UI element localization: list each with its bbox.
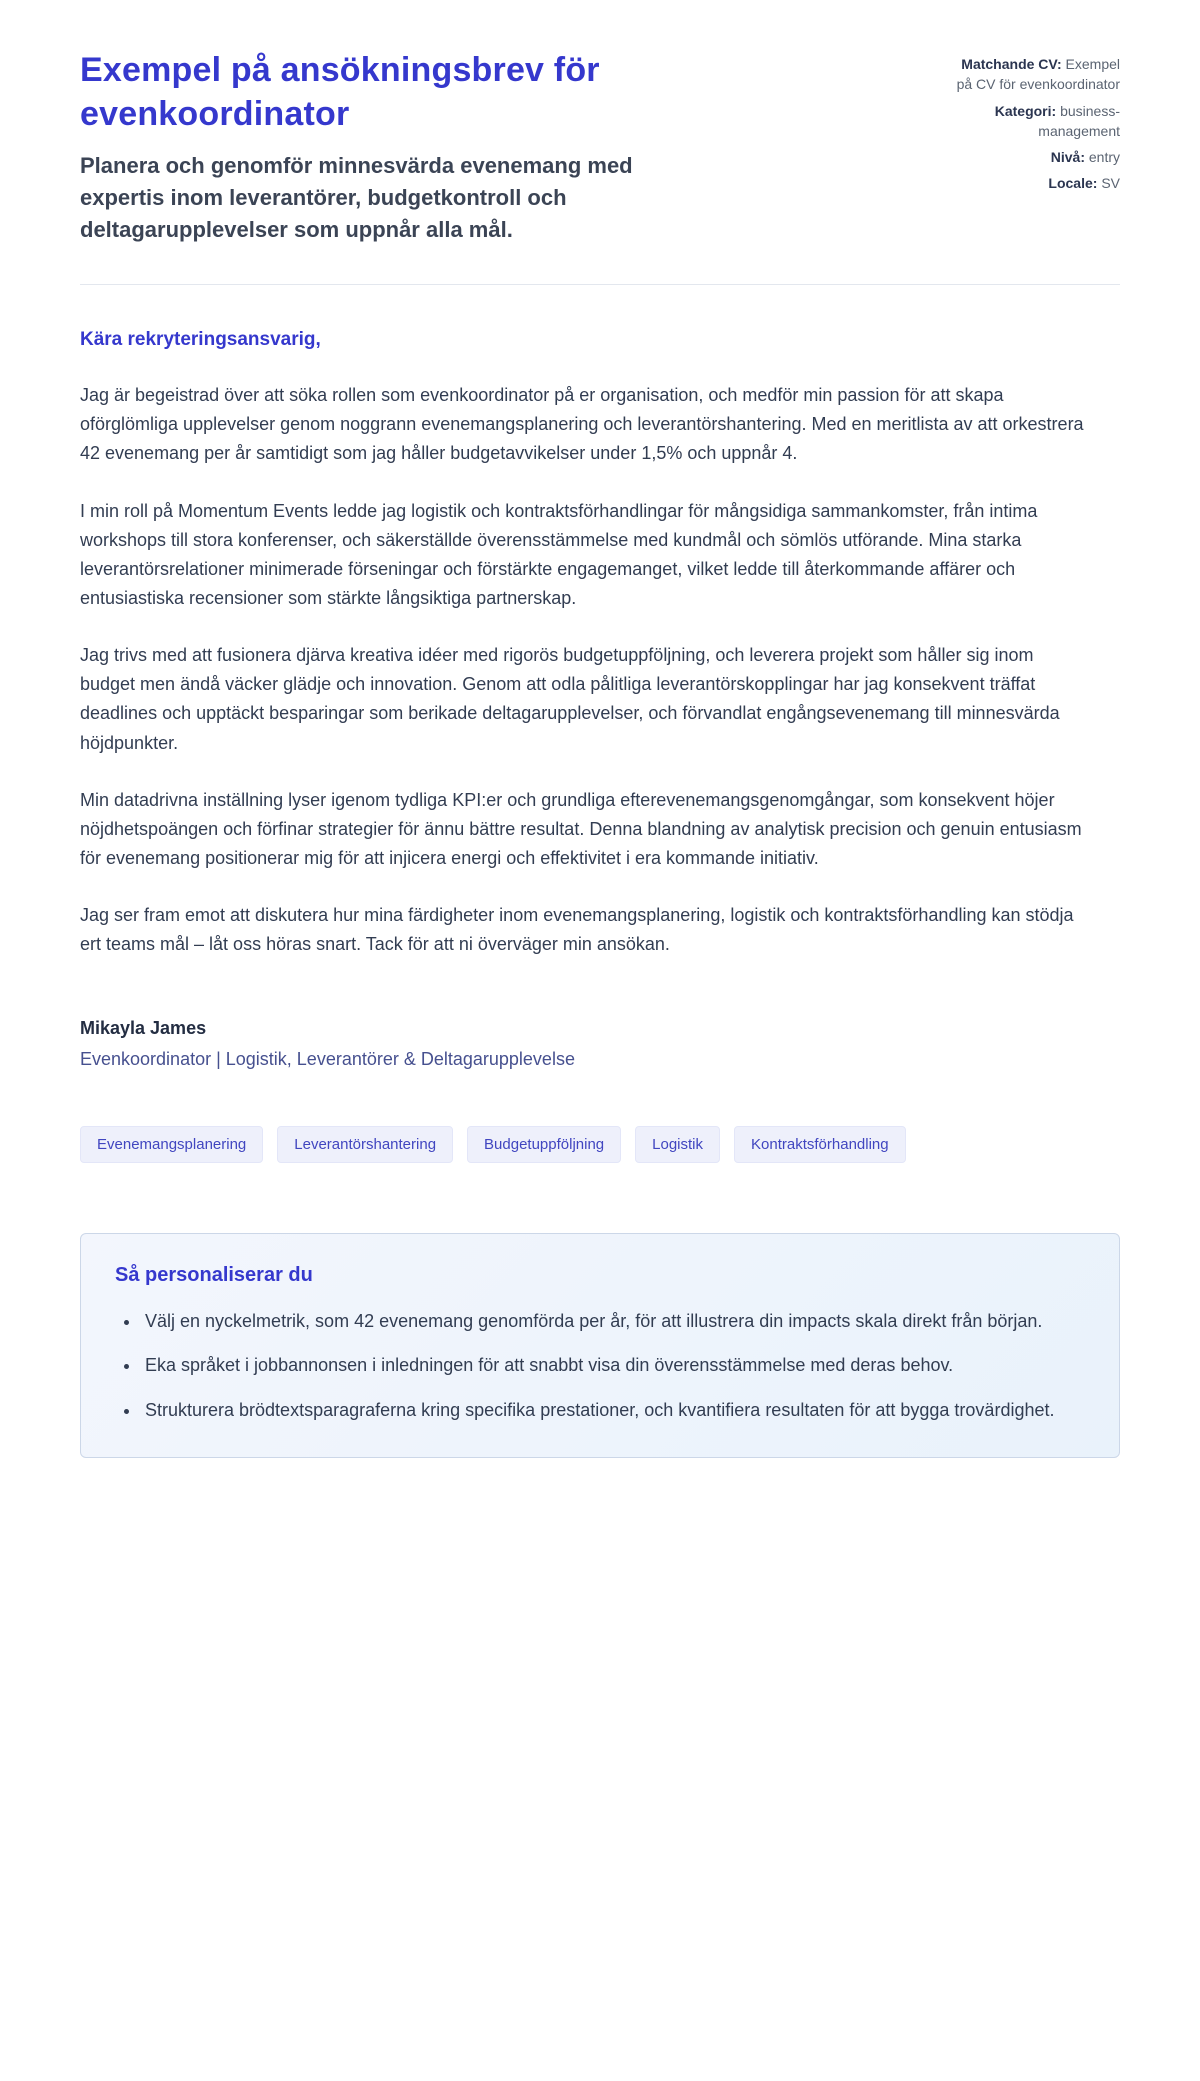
meta-value: business-management [1038,102,1120,139]
tag-chip-logistik[interactable]: Logistik [635,1126,720,1163]
tips-list [115,1307,1085,1425]
meta-locale [950,173,1120,193]
meta-value: Exempel på CV för evenkoordinator [956,56,1120,93]
letter-paragraph: Jag är begeistrad över att söka rollen som evenkoordinator på er organisation, och medför min passion för att skapa oförglömliga upplevelser genom noggrann evenemangsplanering och leverantörshantering. Med en meritlista av att orkestrera 42 evenemang per år samtidigt som jag håller budgetavvikelser under 1,5% och uppnår 4. [80,385,1084,464]
letter-paragraph: I min roll på Momentum Events ledde jag logistik och kontraktsförhandlingar för mångsidiga sammankomster, från intima workshops till stora konferenser, och säkerställde överensstämmelse med kundmål och sömlös utförande. Mina starka leverantörsrelationer minimerade förseningar och förstärkte engagemanget, vilket ledde till återkommande affärer och entusiastiska recensioner som stärkte långsiktiga partnerskap. [80,500,1038,608]
meta-level [950,147,1120,167]
meta-value: SV [1101,175,1120,192]
meta-panel [950,48,1120,200]
meta-label: Kategori: [994,102,1057,119]
letter-body [80,329,1120,1070]
header-divider [80,284,1120,285]
signature-block [80,1018,1120,1070]
tip-item: • Strukturera brödtextsparagraferna kring specifika prestationer, och kvantifiera resultaten för att bygga trovärdighet. [141,1396,1085,1425]
letter-paragraph: Min datadrivna inställning lyser igenom tydliga KPI:er och grundliga efterevenemangsgenomgångar, som konsekvent höjer nöjdhetspoängen och förfinar strategier för ännu bättre resultat. Denna blandning av analytisk precision och genuin entusiasm för evenemang positionerar mig för att injicera energi och effektivitet i era kommande initiativ. [80,789,1082,869]
greeting: Kära rekryteringsansvarig, [80,329,321,351]
personalization-tips-box [80,1233,1120,1458]
page-subtitle: Planera och genomför minnesvärda evenemang med expertis inom leverantörer, budgetkontroll och deltagarupplevelser som uppnår alla mål. [80,153,633,243]
meta-label: Nivå: [1050,149,1085,166]
letter-paragraph: Jag trivs med att fusionera djärva kreativa idéer med rigorös budgetuppföljning, och leverera projekt som håller sig inom budget men ändå väcker glädje och innovation. Genom att odla pålitliga leverantörskopplingar har jag konsekvent träffat deadlines och upptäckt besparingar som berikade deltagarupplevelser, och förvandlat engångsevenemang till minnesvärda höjdpunkter. [80,645,1060,753]
meta-value: entry [1088,149,1120,166]
meta-label: Matchande CV: [961,56,1062,72]
tips-title: Så personaliserar du [115,1263,313,1286]
header [80,48,1120,246]
tag-chip-kontraktsforhandling[interactable]: Kontraktsförhandling [734,1126,906,1163]
meta-category [950,101,1120,142]
header-titles [80,48,700,246]
signature-name: Mikayla James [80,1017,207,1038]
tag-list [80,1126,1120,1163]
signature-role: Evenkoordinator | Logistik, Leverantörer & Deltagarupplevelse [80,1048,575,1069]
tag-chip-evenemangsplanering[interactable]: Evenemangsplanering [80,1126,263,1163]
letter-paragraph: Jag ser fram emot att diskutera hur mina färdigheter inom evenemangsplanering, logistik och kontraktsförhandling kan stödja ert teams mål – låt oss höras snart. Tack för att ni överväger min ansökan. [80,905,1074,955]
page-title: Exempel på ansökningsbrev för evenkoordinator [80,51,600,134]
meta-label: Locale: [1048,175,1098,192]
tip-item: • Välj en nyckelmetrik, som 42 evenemang genomförda per år, för att illustrera din impacts skala direkt från början. [141,1307,1085,1336]
tag-chip-leverantorshantering[interactable]: Leverantörshantering [277,1126,453,1163]
content-column [80,0,1120,1458]
tip-item: • Eka språket i jobbannonsen i inledningen för att snabbt visa din överensstämmelse med deras behov. [141,1351,1085,1380]
meta-matching-cv [950,54,1120,95]
tag-chip-budgetuppfoljning[interactable]: Budgetuppföljning [467,1126,621,1163]
